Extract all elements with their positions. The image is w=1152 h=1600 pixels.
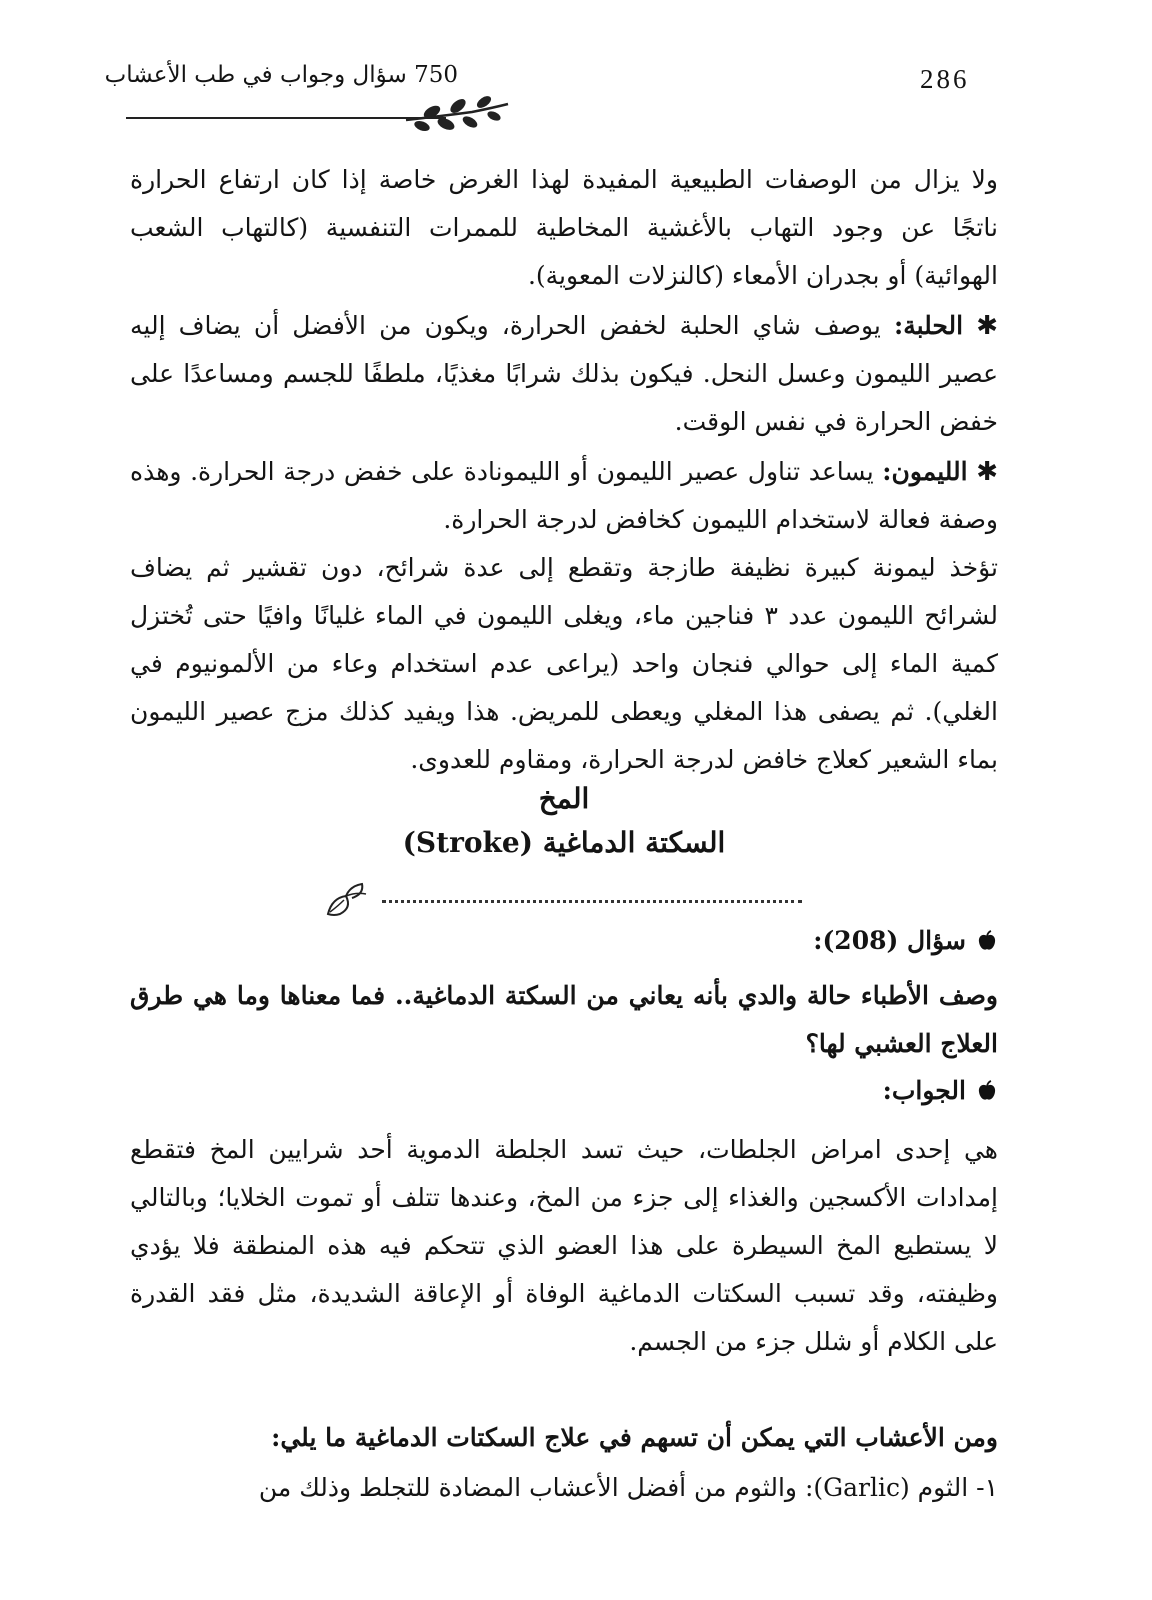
question-text: وصف الأطباء حالة والدي بأنه يعاني من السكتة الدماغية.. فما معناها وما هي طرق العلاج العشبي لها؟ (130, 981, 998, 1058)
section-divider (322, 878, 802, 918)
paragraph-text: يوصف شاي الحلبة لخفض الحرارة، ويكون من الأفضل أن يضاف إليه عصير الليمون وعسل النحل. فيكون بذلك شرابًا مغذيًا، ملطفًا للجسم ومساعدًا على خفض الحرارة في نفس الوقت. (130, 311, 998, 436)
page-number: 286 (920, 64, 970, 94)
star-bullet-icon: ✱ (976, 457, 998, 487)
paragraph-intro: ولا يزال من الوصفات الطبيعية المفيدة لهذا الغرض خاصة إذا كان ارتفاع الحرارة ناتجًا عن وجود التهاب بالأغشية المخاطية للممرات التنفسية (كالتهاب الشعب الهوائية) أو بجدران الأمعاء (كالنزلات المعوية). (130, 165, 998, 290)
header-rule (126, 117, 446, 119)
question-label (600, 926, 998, 955)
section-title: المخ (538, 782, 590, 815)
answer-heading: الجواب: (882, 1076, 966, 1105)
answer-text: هي إحدى امراض الجلطات، حيث تسد الجلطة الدموية أحد شرايين المخ فتقطع إمدادات الأكسجين والغذاء إلى جزء من المخ، وعندها تتلف أو تموت الخلايا؛ وبالتالي لا يستطيع المخ السيطرة على هذا العضو الذي تتحكم فيه هذه المنطقة فلا يؤدي وظيفته، وقد تسبب السكتات الدماغية الوفاة أو الإعاقة الشديدة، مثل فقد القدرة على الكلام أو شلل جزء من الجسم. (130, 1135, 998, 1356)
apple-icon (976, 1080, 998, 1102)
paragraph-lead: الحلبة: (893, 311, 964, 340)
list-item-garlic: ١- الثوم (Garlic): والثوم من أفضل الأعشاب المضادة للتجلط وذلك من (258, 1473, 998, 1502)
leaf-branch-ornament-icon (402, 94, 512, 136)
apple-icon (976, 930, 998, 952)
section-subtitle: السكتة الدماغية (Stroke) (402, 826, 726, 859)
paragraph-fenugreek (130, 302, 998, 446)
paragraph-lead: الليمون: (882, 457, 968, 486)
herbs-intro: ومن الأعشاب التي يمكن أن تسهم في علاج السكتات الدماغية ما يلي: (271, 1423, 998, 1452)
question-number: سؤال (208): (813, 926, 966, 955)
dotted-line (382, 900, 802, 903)
leaf-sprig-icon (322, 880, 370, 920)
answer-label (600, 1076, 998, 1105)
running-header-title: 750 سؤال وجواب في طب الأعشاب (104, 62, 458, 88)
paragraph-lemon (130, 448, 998, 544)
star-bullet-icon: ✱ (976, 311, 999, 341)
paragraph-text: يساعد تناول عصير الليمون أو الليمونادة على خفض درجة الحرارة. وهذه وصفة فعالة لاستخدام الليمون كخافض لدرجة الحرارة. (130, 457, 998, 534)
paragraph-recipe: تؤخذ ليمونة كبيرة نظيفة طازجة وتقطع إلى عدة شرائح، دون تقشير ثم يضاف لشرائح الليمون عدد ٣ فناجين ماء، ويغلى الليمون في الماء غليانًا وافيًا حتى تُختزل كمية الماء إلى حوالي فنجان واحد (يراعى عدم استخدام وعاء من الألمونيوم في الغلي). ثم يصفى هذا المغلي ويعطى للمريض. هذا ويفيد كذلك مزج عصير الليمون بماء الشعير كعلاج خافض لدرجة الحرارة، ومقاوم للعدوى. (130, 553, 998, 774)
